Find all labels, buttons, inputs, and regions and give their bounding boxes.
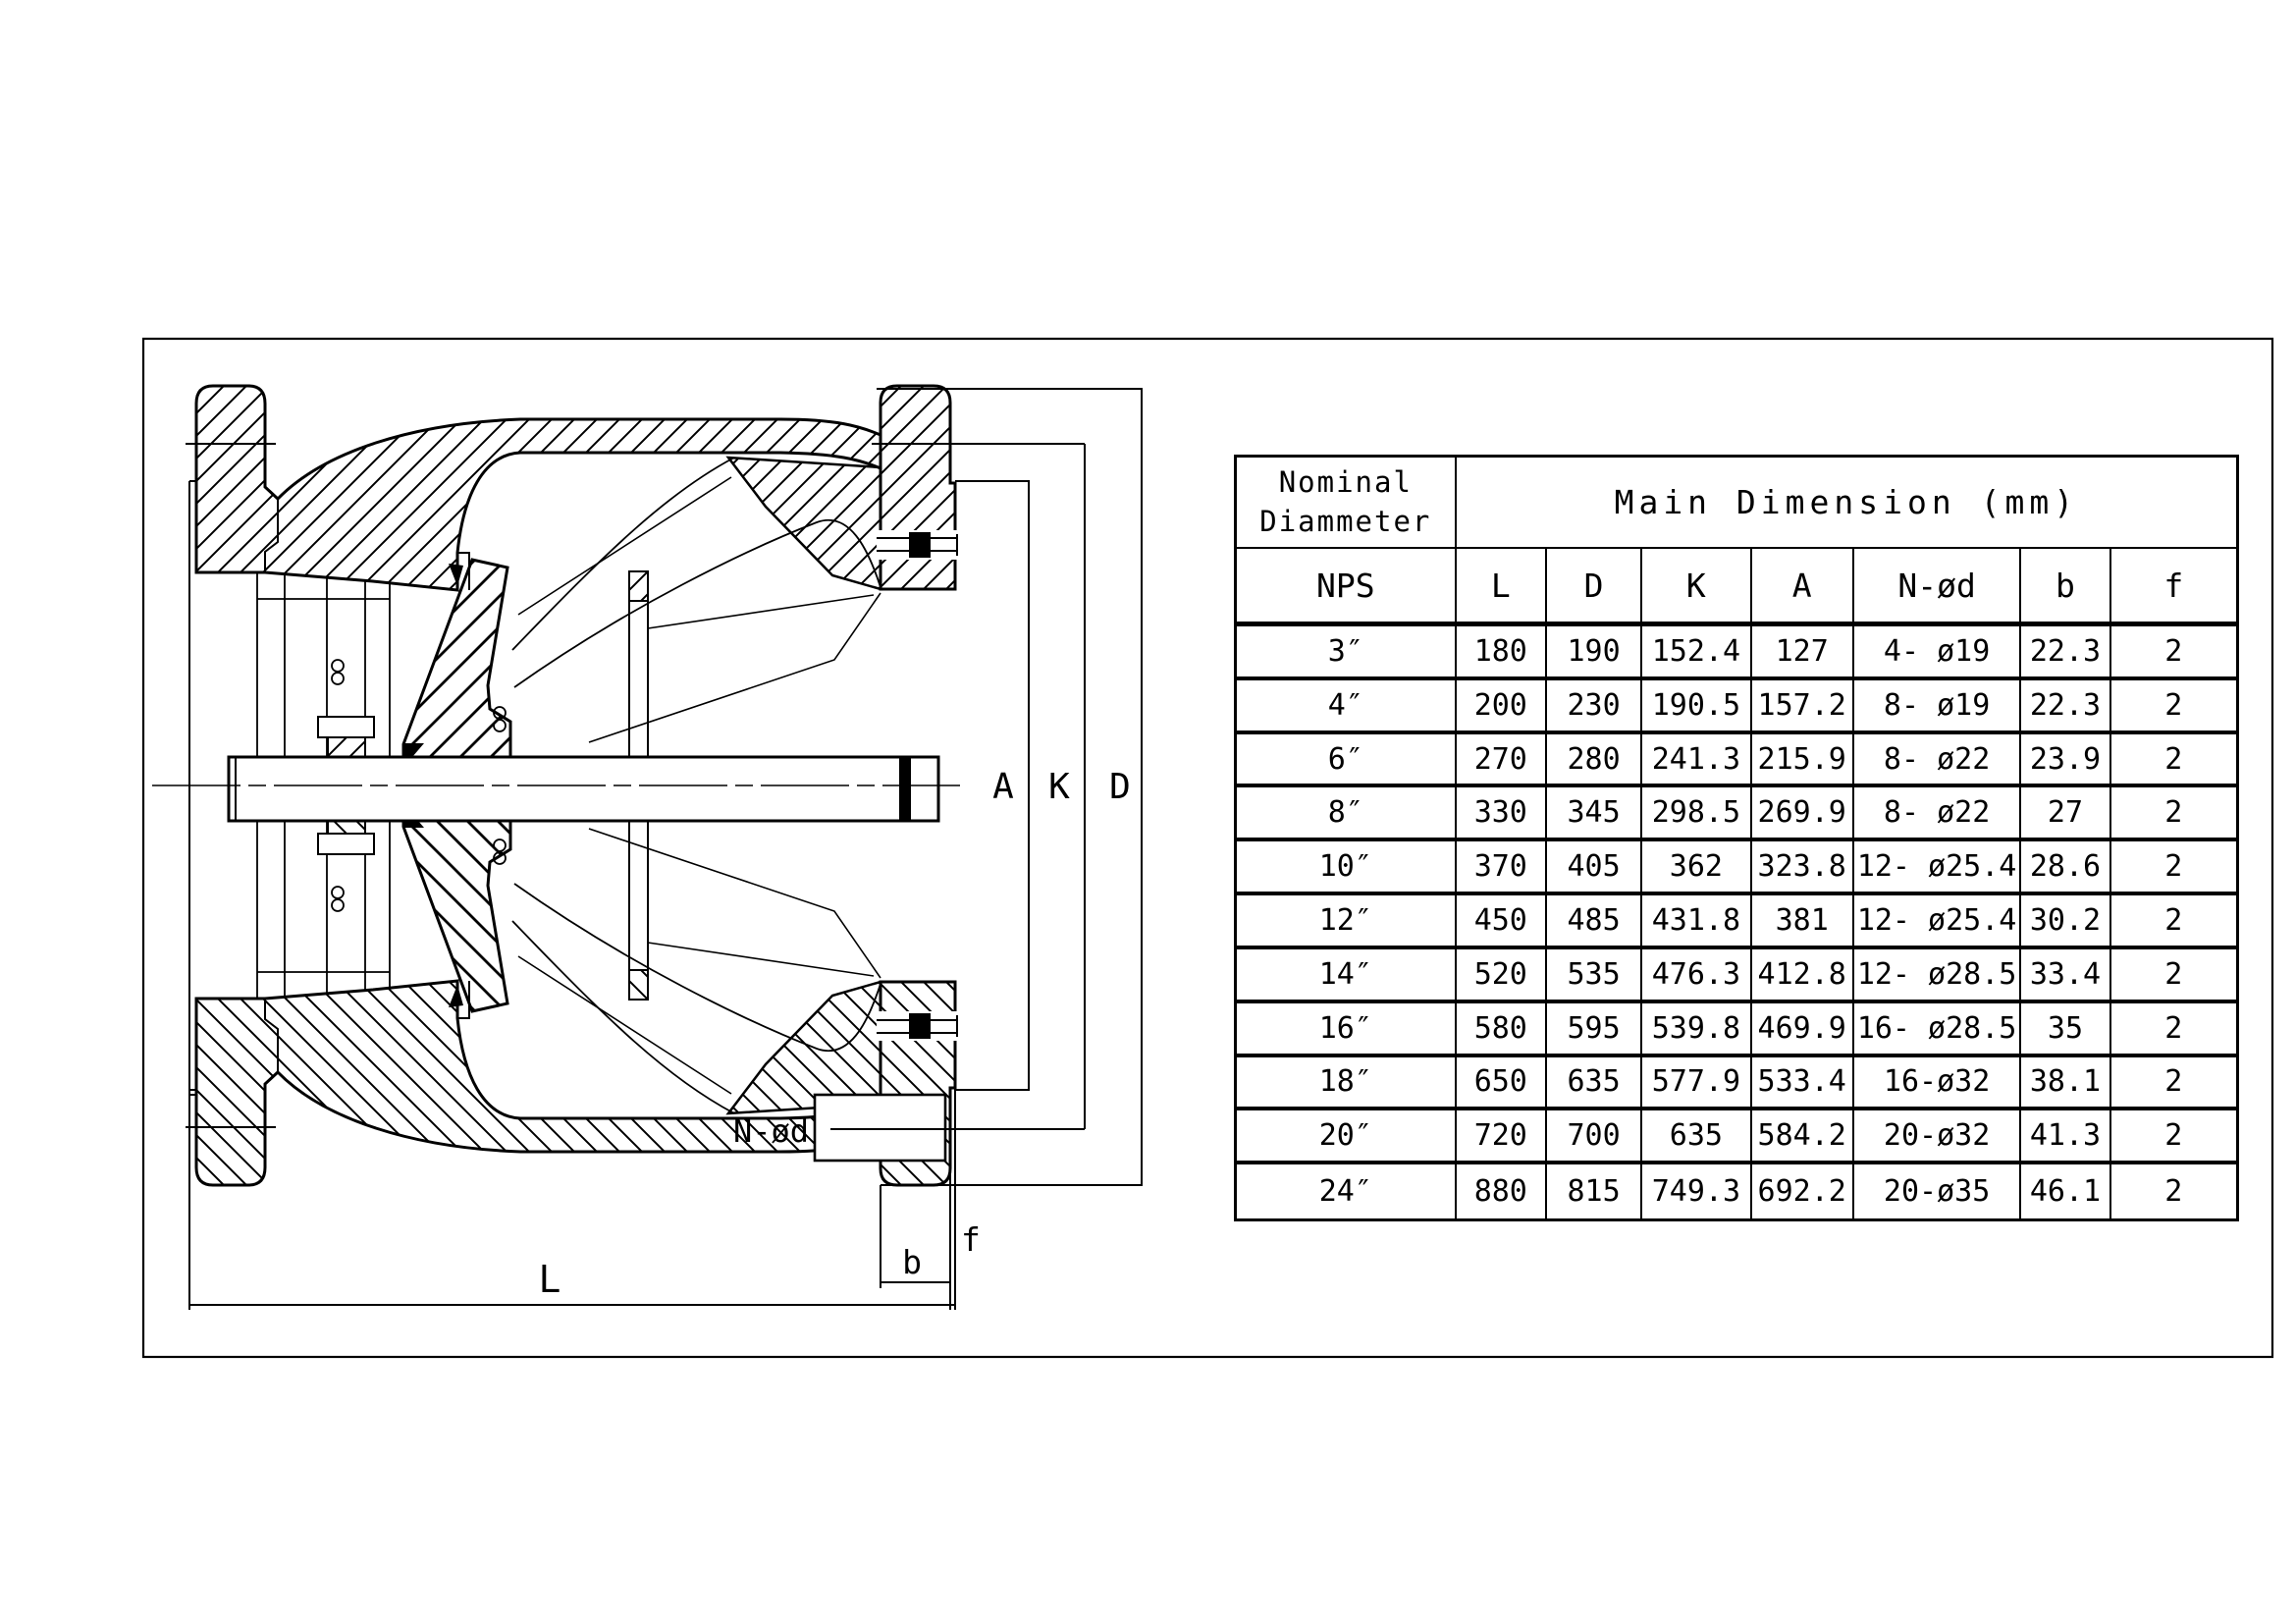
- table-cell: 30.2: [2021, 895, 2110, 949]
- table-cell: 152.4: [1642, 626, 1751, 680]
- table-row-nps: 12″: [1237, 895, 1457, 949]
- table-cell: 190: [1547, 626, 1642, 680]
- table-cell: 4- ø19: [1854, 626, 2022, 680]
- table-cell: 635: [1547, 1057, 1642, 1111]
- table-cell: 520: [1457, 949, 1547, 1003]
- table-cell: 535: [1547, 949, 1642, 1003]
- column-header-4: A: [1752, 549, 1854, 626]
- table-cell: 22.3: [2021, 680, 2110, 734]
- dim-label-L: L: [538, 1258, 561, 1301]
- table-cell: 200: [1457, 680, 1547, 734]
- table-cell: 41.3: [2021, 1110, 2110, 1164]
- table-row-nps: 24″: [1237, 1164, 1457, 1218]
- table-cell: 180: [1457, 626, 1547, 680]
- table-row-nps: 8″: [1237, 787, 1457, 841]
- table-cell: 8- ø22: [1854, 787, 2022, 841]
- table-cell: 2: [2111, 949, 2236, 1003]
- table-cell: 8- ø19: [1854, 680, 2022, 734]
- column-header-0: NPS: [1237, 549, 1457, 626]
- table-cell: 270: [1457, 734, 1547, 788]
- table-cell: 2: [2111, 626, 2236, 680]
- table-cell: 12- ø28.5: [1854, 949, 2022, 1003]
- table-cell: 370: [1457, 841, 1547, 895]
- table-cell: 33.4: [2021, 949, 2110, 1003]
- table-cell: 241.3: [1642, 734, 1751, 788]
- table-cell: 23.9: [2021, 734, 2110, 788]
- table-row-nps: 16″: [1237, 1003, 1457, 1057]
- table-cell: 22.3: [2021, 626, 2110, 680]
- table-cell: 12- ø25.4: [1854, 841, 2022, 895]
- table-cell: 280: [1547, 734, 1642, 788]
- table-cell: 720: [1457, 1110, 1547, 1164]
- table-cell: 815: [1547, 1164, 1642, 1218]
- table-cell: 692.2: [1752, 1164, 1854, 1218]
- dim-label-K: K: [1048, 767, 1070, 807]
- table-cell: 20-ø35: [1854, 1164, 2022, 1218]
- valve-top-half: [186, 386, 961, 785]
- table-cell: 8- ø22: [1854, 734, 2022, 788]
- table-cell: 20-ø32: [1854, 1110, 2022, 1164]
- table-cell: 2: [2111, 895, 2236, 949]
- column-header-7: f: [2111, 549, 2236, 626]
- table-cell: 330: [1457, 787, 1547, 841]
- table-cell: 2: [2164, 1174, 2183, 1210]
- table-cell: 577.9: [1642, 1057, 1751, 1111]
- dim-label-A: A: [992, 767, 1014, 807]
- table-cell: 46.1: [2021, 1164, 2110, 1218]
- table-cell: 880: [1457, 1164, 1547, 1218]
- table-header-nominal-diameter: [1237, 458, 1457, 549]
- table-cell: 2: [2111, 680, 2236, 734]
- table-cell: 362: [1642, 841, 1751, 895]
- table-cell: 2: [2111, 787, 2236, 841]
- table-cell: 584.2: [1752, 1110, 1854, 1164]
- column-header-3: K: [1642, 549, 1751, 626]
- table-cell: 2: [2111, 1057, 2236, 1111]
- table-cell: 2: [2111, 841, 2236, 895]
- valve-shaft: [229, 757, 938, 821]
- table-row-nps: 14″: [1237, 949, 1457, 1003]
- column-header-2: D: [1547, 549, 1642, 626]
- table-cell: 533.4: [1752, 1057, 1854, 1111]
- table-cell: 28.6: [2021, 841, 2110, 895]
- table-cell: 650: [1457, 1057, 1547, 1111]
- table-cell: 469.9: [1752, 1003, 1854, 1057]
- column-header-5: N-ød: [1854, 549, 2022, 626]
- table-header-main-dimension: Main Dimension (mm): [1457, 458, 2236, 549]
- table-row-nps: 4″: [1237, 680, 1457, 734]
- column-header-6: b: [2021, 549, 2110, 626]
- table-cell: 580: [1457, 1003, 1547, 1057]
- table-cell: 127: [1752, 626, 1854, 680]
- dimension-table: [1234, 455, 2239, 1221]
- dim-label-D: D: [1109, 767, 1131, 807]
- table-cell: 539.8: [1642, 1003, 1751, 1057]
- table-cell: 157.2: [1752, 680, 1854, 734]
- table-cell: 323.8: [1752, 841, 1854, 895]
- table-cell: 635: [1642, 1110, 1751, 1164]
- dim-label-b: b: [902, 1243, 922, 1281]
- table-cell: 12- ø25.4: [1854, 895, 2022, 949]
- table-cell: 431.8: [1642, 895, 1751, 949]
- table-row-nps: 18″: [1237, 1057, 1457, 1111]
- table-cell: 450: [1457, 895, 1547, 949]
- table-cell: 230: [1547, 680, 1642, 734]
- dim-label-n-od: N-ød: [732, 1112, 809, 1150]
- table-cell: 16-ø32: [1854, 1057, 2022, 1111]
- table-row-nps: 6″: [1237, 734, 1457, 788]
- table-cell: 215.9: [1752, 734, 1854, 788]
- shaft-retainer: [899, 757, 911, 821]
- dim-label-f: f: [961, 1220, 981, 1259]
- table-cell: 269.9: [1752, 787, 1854, 841]
- table-cell: 405: [1547, 841, 1642, 895]
- table-cell: 2: [2111, 734, 2236, 788]
- table-row-nps: 20″: [1237, 1110, 1457, 1164]
- nominal-line2: Diammeter: [1259, 504, 1432, 538]
- table-cell: 700: [1547, 1110, 1642, 1164]
- table-cell: 2: [2111, 1003, 2236, 1057]
- table-row-nps: 3″: [1237, 626, 1457, 680]
- table-cell: 476.3: [1642, 949, 1751, 1003]
- bolt-hole-box: [815, 1095, 945, 1161]
- table-cell: 485: [1547, 895, 1642, 949]
- table-cell: 16- ø28.5: [1854, 1003, 2022, 1057]
- column-header-1: L: [1457, 549, 1547, 626]
- table-cell: 38.1: [2021, 1057, 2110, 1111]
- table-cell: 298.5: [1642, 787, 1751, 841]
- table-cell: 27: [2021, 787, 2110, 841]
- table-cell: 595: [1547, 1003, 1642, 1057]
- table-cell: 412.8: [1752, 949, 1854, 1003]
- table-cell: 345: [1547, 787, 1642, 841]
- nominal-line1: Nominal: [1278, 465, 1413, 500]
- table-cell: 2: [2111, 1110, 2236, 1164]
- table-row-nps: 10″: [1237, 841, 1457, 895]
- table-cell: 190.5: [1642, 680, 1751, 734]
- table-cell: 749.3: [1642, 1164, 1751, 1218]
- table-cell: 35: [2021, 1003, 2110, 1057]
- table-cell: 381: [1752, 895, 1854, 949]
